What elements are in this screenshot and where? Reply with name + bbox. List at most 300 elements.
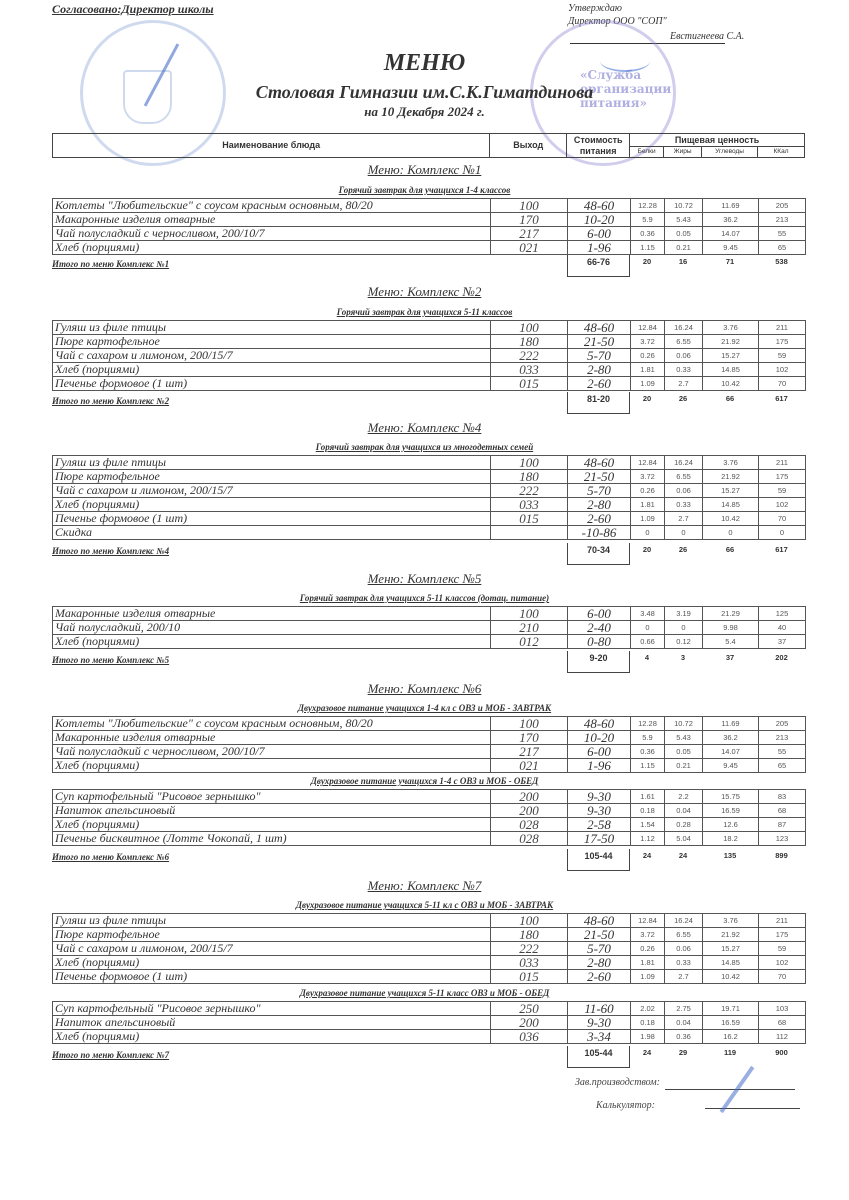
dish-price: 5-70 — [568, 484, 631, 498]
dish-kcal: 125 — [759, 607, 806, 621]
complex-subtitle: Двухразовое питание учащихся 5-11 класс ОВЗ и МОБ - ОБЕД — [299, 988, 550, 998]
dish-name: Пюре картофельное — [53, 335, 491, 349]
dish-name: Макаронные изделия отварные — [53, 731, 491, 745]
dish-protein: 1.81 — [631, 498, 665, 512]
dish-fat: 5.04 — [665, 832, 703, 846]
dish-price: 10-20 — [568, 213, 631, 227]
complex-subtitle: Горячий завтрак для учащихся из многодетных семей — [315, 442, 534, 452]
dish-kcal: 68 — [759, 1016, 806, 1030]
dish-fat: 2.75 — [665, 1002, 703, 1016]
total-carbs: 66 — [725, 394, 735, 403]
dish-name: Гуляш из филе птицы — [53, 321, 491, 335]
dish-fat: 0.04 — [665, 804, 703, 818]
dish-protein: 0.18 — [631, 804, 665, 818]
total-kcal: 899 — [775, 851, 788, 860]
dish-price: 6-00 — [568, 607, 631, 621]
dish-carbs: 14.85 — [703, 363, 759, 377]
total-price: 81-20 — [567, 392, 630, 414]
table-row — [53, 790, 806, 804]
dish-fat: 0 — [665, 526, 703, 540]
dish-kcal: 70 — [759, 512, 806, 526]
dish-carbs: 5.4 — [703, 635, 759, 649]
total-kcal: 538 — [775, 257, 788, 266]
dish-carbs: 14.85 — [703, 498, 759, 512]
dish-carbs: 11.69 — [703, 717, 759, 731]
total-protein: 4 — [644, 653, 650, 662]
table-row — [53, 745, 806, 759]
table-row — [53, 914, 806, 928]
dish-output: 100 — [491, 607, 568, 621]
total-price: 105-44 — [567, 1046, 630, 1068]
dish-protein: 1.15 — [631, 241, 665, 255]
dish-kcal: 211 — [759, 456, 806, 470]
dish-fat: 5.43 — [665, 213, 703, 227]
complex-subtitle: Горячий завтрак для учащихся 5-11 классов — [336, 307, 513, 317]
table-row — [53, 956, 806, 970]
total-price: 66-76 — [567, 255, 630, 277]
dish-fat: 16.24 — [665, 914, 703, 928]
dish-kcal: 175 — [759, 928, 806, 942]
total-label: Итого по меню Комплекс №2 — [52, 396, 170, 406]
dish-protein: 12.84 — [631, 456, 665, 470]
dish-carbs: 21.29 — [703, 607, 759, 621]
dish-carbs: 15.27 — [703, 484, 759, 498]
dish-kcal: 40 — [759, 621, 806, 635]
complex-table — [52, 789, 806, 846]
dish-carbs: 15.27 — [703, 349, 759, 363]
dish-output: 222 — [491, 349, 568, 363]
dish-fat: 0.06 — [665, 484, 703, 498]
dish-kcal: 102 — [759, 956, 806, 970]
dish-kcal: 211 — [759, 321, 806, 335]
dish-name: Печенье формовое (1 шт) — [53, 377, 491, 391]
complex-title: Меню: Комплекс №1 — [367, 162, 482, 177]
dish-price: 2-80 — [568, 956, 631, 970]
dish-carbs: 14.85 — [703, 956, 759, 970]
total-price: 9-20 — [567, 651, 630, 673]
dish-carbs: 3.76 — [703, 456, 759, 470]
dish-output: 100 — [491, 914, 568, 928]
dish-kcal: 87 — [759, 818, 806, 832]
dish-protein: 0 — [631, 621, 665, 635]
dish-kcal: 59 — [759, 942, 806, 956]
dish-price: 3-34 — [568, 1030, 631, 1044]
dish-fat: 0.06 — [665, 942, 703, 956]
approval-school-director: Согласовано:Директор школы — [52, 2, 214, 16]
dish-price: 2-58 — [568, 818, 631, 832]
complex-subtitle: Горячий завтрак для учащихся 1-4 классов — [338, 185, 511, 195]
dish-price: 11-60 — [568, 1002, 631, 1016]
dish-kcal: 102 — [759, 498, 806, 512]
dish-name: Макаронные изделия отварные — [53, 607, 491, 621]
calculator-signature-line — [705, 1108, 800, 1109]
dish-name: Хлеб (порциями) — [53, 1030, 491, 1044]
dish-price: 0-80 — [568, 635, 631, 649]
dish-price: 21-50 — [568, 335, 631, 349]
table-row — [53, 512, 806, 526]
dish-fat: 10.72 — [665, 199, 703, 213]
table-row — [53, 227, 806, 241]
dish-carbs: 15.75 — [703, 790, 759, 804]
table-row — [53, 498, 806, 512]
dish-fat: 10.72 — [665, 717, 703, 731]
complex-table — [52, 198, 806, 255]
dish-carbs: 19.71 — [703, 1002, 759, 1016]
page-title: МЕНЮ — [383, 50, 466, 76]
dish-protein: 1.09 — [631, 970, 665, 984]
dish-carbs: 16.59 — [703, 804, 759, 818]
table-row — [53, 213, 806, 227]
complex-title: Меню: Комплекс №6 — [367, 681, 482, 696]
dish-kcal: 37 — [759, 635, 806, 649]
dish-output: 170 — [491, 731, 568, 745]
column-kcal-header: ККал — [758, 146, 805, 157]
total-protein: 24 — [642, 1048, 652, 1057]
dish-name: Печенье формовое (1 шт) — [53, 512, 491, 526]
complex-table — [52, 455, 806, 540]
dish-price: 2-80 — [568, 363, 631, 377]
total-label: Итого по меню Комплекс №7 — [52, 1050, 170, 1060]
column-fat-header: Жиры — [664, 146, 702, 157]
dish-fat: 6.55 — [665, 928, 703, 942]
dish-name: Котлеты "Любительские" с соусом красным основным, 80/20 — [53, 199, 491, 213]
total-kcal: 617 — [775, 545, 788, 554]
dish-output: 170 — [491, 213, 568, 227]
dish-kcal: 55 — [759, 745, 806, 759]
dish-carbs: 16.59 — [703, 1016, 759, 1030]
dish-price: 48-60 — [568, 914, 631, 928]
dish-carbs: 21.92 — [703, 335, 759, 349]
dish-output: 015 — [491, 512, 568, 526]
dish-price: 9-30 — [568, 1016, 631, 1030]
dish-kcal: 0 — [759, 526, 806, 540]
dish-name: Печенье формовое (1 шт) — [53, 970, 491, 984]
dish-price: 48-60 — [568, 456, 631, 470]
total-fat: 29 — [678, 1048, 688, 1057]
dish-output: 015 — [491, 970, 568, 984]
dish-name: Хлеб (порциями) — [53, 818, 491, 832]
table-row — [53, 484, 806, 498]
dish-output: 015 — [491, 377, 568, 391]
dish-output: 250 — [491, 1002, 568, 1016]
dish-name: Котлеты "Любительские" с соусом красным основным, 80/20 — [53, 717, 491, 731]
total-price: 70-34 — [567, 543, 630, 565]
dish-price: 21-50 — [568, 928, 631, 942]
dish-carbs: 15.27 — [703, 942, 759, 956]
complex-title: Меню: Комплекс №2 — [367, 284, 482, 299]
dish-fat: 2.2 — [665, 790, 703, 804]
dish-protein: 1.12 — [631, 832, 665, 846]
dish-kcal: 70 — [759, 377, 806, 391]
dish-output: 012 — [491, 635, 568, 649]
table-row — [53, 759, 806, 773]
dish-protein: 1.81 — [631, 956, 665, 970]
dish-name: Макаронные изделия отварные — [53, 213, 491, 227]
table-row — [53, 804, 806, 818]
approval-name: Евстигнеева С.А. — [670, 31, 745, 42]
dish-fat: 16.24 — [665, 456, 703, 470]
dish-name: Скидка — [53, 526, 491, 540]
complex-table — [52, 1001, 806, 1044]
table-row — [53, 832, 806, 846]
production-head-label: Зав.производством: — [574, 1077, 660, 1088]
dish-fat: 0.05 — [665, 227, 703, 241]
dish-carbs: 18.2 — [703, 832, 759, 846]
dish-price: 6-00 — [568, 227, 631, 241]
dish-kcal: 103 — [759, 1002, 806, 1016]
dish-fat: 0.06 — [665, 349, 703, 363]
dish-protein: 1.09 — [631, 512, 665, 526]
dish-output: 100 — [491, 321, 568, 335]
dish-price: 17-50 — [568, 832, 631, 846]
dish-price: 1-96 — [568, 759, 631, 773]
total-fat: 24 — [678, 851, 688, 860]
calculator-label: Калькулятор: — [596, 1100, 655, 1111]
total-fat: 26 — [678, 545, 688, 554]
dish-price: 2-40 — [568, 621, 631, 635]
dish-carbs: 3.76 — [703, 321, 759, 335]
dish-carbs: 9.45 — [703, 759, 759, 773]
dish-kcal: 211 — [759, 914, 806, 928]
table-row — [53, 942, 806, 956]
dish-output: 033 — [491, 956, 568, 970]
table-row — [53, 717, 806, 731]
table-row — [53, 928, 806, 942]
total-fat: 16 — [678, 257, 688, 266]
dish-output: 021 — [491, 241, 568, 255]
table-row — [53, 607, 806, 621]
dish-name: Напиток апельсиновый — [53, 1016, 491, 1030]
approval-position: Директор ООО "СОП" — [568, 16, 667, 27]
dish-carbs: 14.07 — [703, 745, 759, 759]
dish-name: Гуляш из филе птицы — [53, 456, 491, 470]
complex-title: Меню: Комплекс №5 — [367, 571, 482, 586]
dish-fat: 0.05 — [665, 745, 703, 759]
dish-output: 033 — [491, 363, 568, 377]
dish-protein: 12.28 — [631, 717, 665, 731]
total-price: 105-44 — [567, 849, 630, 871]
dish-protein: 12.84 — [631, 914, 665, 928]
production-head-signature-line — [665, 1089, 795, 1090]
total-protein: 20 — [642, 545, 652, 554]
dish-protein: 0.36 — [631, 745, 665, 759]
dish-output — [491, 526, 568, 540]
dish-protein: 12.84 — [631, 321, 665, 335]
dish-name: Хлеб (порциями) — [53, 635, 491, 649]
table-row — [53, 377, 806, 391]
dish-kcal: 205 — [759, 199, 806, 213]
table-row — [53, 456, 806, 470]
dish-price: 48-60 — [568, 717, 631, 731]
dish-kcal: 112 — [759, 1030, 806, 1044]
dish-fat: 5.43 — [665, 731, 703, 745]
complex-title: Меню: Комплекс №7 — [367, 878, 482, 893]
dish-output: 200 — [491, 1016, 568, 1030]
table-row — [53, 241, 806, 255]
total-carbs: 71 — [725, 257, 735, 266]
table-row — [53, 731, 806, 745]
total-label: Итого по меню Комплекс №1 — [52, 259, 170, 269]
dish-carbs: 9.45 — [703, 241, 759, 255]
total-fat: 26 — [678, 394, 688, 403]
dish-name: Гуляш из филе птицы — [53, 914, 491, 928]
dish-name: Хлеб (порциями) — [53, 363, 491, 377]
dish-output: 180 — [491, 335, 568, 349]
dish-fat: 2.7 — [665, 970, 703, 984]
dish-carbs: 0 — [703, 526, 759, 540]
dish-protein: 3.48 — [631, 607, 665, 621]
column-output-header: Выход — [490, 134, 567, 158]
dish-protein: 5.9 — [631, 731, 665, 745]
dish-protein: 12.28 — [631, 199, 665, 213]
dish-carbs: 3.76 — [703, 914, 759, 928]
table-row — [53, 818, 806, 832]
dish-price: 2-80 — [568, 498, 631, 512]
dish-kcal: 123 — [759, 832, 806, 846]
table-row — [53, 1016, 806, 1030]
dish-protein: 0.36 — [631, 227, 665, 241]
dish-protein: 0.26 — [631, 942, 665, 956]
dish-fat: 0.21 — [665, 241, 703, 255]
dish-protein: 0 — [631, 526, 665, 540]
dish-kcal: 213 — [759, 213, 806, 227]
table-row — [53, 349, 806, 363]
dish-carbs: 14.07 — [703, 227, 759, 241]
dish-protein: 1.81 — [631, 363, 665, 377]
dish-fat: 0.33 — [665, 956, 703, 970]
complex-table — [52, 913, 806, 984]
total-label: Итого по меню Комплекс №6 — [52, 852, 170, 862]
dish-name: Хлеб (порциями) — [53, 498, 491, 512]
dish-carbs: 36.2 — [703, 731, 759, 745]
total-carbs: 135 — [723, 851, 737, 860]
table-row — [53, 635, 806, 649]
dish-protein: 2.02 — [631, 1002, 665, 1016]
table-row — [53, 621, 806, 635]
complex-table — [52, 606, 806, 649]
complex-table — [52, 320, 806, 391]
dish-name: Чай с сахаром и лимоном, 200/15/7 — [53, 349, 491, 363]
total-kcal: 202 — [775, 653, 788, 662]
dish-output: 033 — [491, 498, 568, 512]
dish-output: 100 — [491, 199, 568, 213]
table-row — [53, 335, 806, 349]
dish-output: 217 — [491, 745, 568, 759]
dish-protein: 1.09 — [631, 377, 665, 391]
dish-carbs: 10.42 — [703, 512, 759, 526]
column-price-header-2: питания — [567, 146, 630, 157]
dish-fat: 3.19 — [665, 607, 703, 621]
dish-output: 210 — [491, 621, 568, 635]
dish-name: Пюре картофельное — [53, 928, 491, 942]
dish-kcal: 175 — [759, 470, 806, 484]
dish-output: 028 — [491, 818, 568, 832]
dish-output: 222 — [491, 942, 568, 956]
dish-output: 021 — [491, 759, 568, 773]
dish-protein: 0.26 — [631, 484, 665, 498]
dish-kcal: 102 — [759, 363, 806, 377]
complex-subtitle: Двухразовое питание учащихся 5-11 кл с ОВЗ и МОБ - ЗАВТРАК — [295, 900, 554, 910]
dish-name: Печенье бисквитное (Лотте Чокопай, 1 шт) — [53, 832, 491, 846]
dish-output: 180 — [491, 470, 568, 484]
dish-kcal: 59 — [759, 349, 806, 363]
table-row — [53, 321, 806, 335]
dish-protein: 1.15 — [631, 759, 665, 773]
dish-name: Чай полусладкий с черносливом, 200/10/7 — [53, 745, 491, 759]
dish-price: 2-60 — [568, 377, 631, 391]
dish-kcal: 68 — [759, 804, 806, 818]
dish-protein: 1.54 — [631, 818, 665, 832]
menu-date: на 10 Декабря 2024 г. — [364, 104, 485, 119]
dish-kcal: 83 — [759, 790, 806, 804]
total-carbs: 66 — [725, 545, 735, 554]
column-name-header: Наименование блюда — [53, 134, 490, 158]
dish-carbs: 21.92 — [703, 470, 759, 484]
dish-name: Суп картофельный "Рисовое зернышко" — [53, 1002, 491, 1016]
dish-name: Хлеб (порциями) — [53, 956, 491, 970]
dish-protein: 1.98 — [631, 1030, 665, 1044]
dish-kcal: 65 — [759, 241, 806, 255]
dish-fat: 0.21 — [665, 759, 703, 773]
dish-carbs: 10.42 — [703, 970, 759, 984]
column-nutrition-header: Пищевая ценность — [630, 134, 805, 147]
company-stamp-text: «Служба организации питания» — [580, 68, 672, 110]
dish-name: Чай полусладкий, 200/10 — [53, 621, 491, 635]
dish-carbs: 9.98 — [703, 621, 759, 635]
dish-carbs: 10.42 — [703, 377, 759, 391]
total-kcal: 617 — [775, 394, 788, 403]
dish-output: 100 — [491, 717, 568, 731]
dish-kcal: 175 — [759, 335, 806, 349]
dish-price: 1-96 — [568, 241, 631, 255]
dish-carbs: 12.6 — [703, 818, 759, 832]
dish-price: 2-60 — [568, 970, 631, 984]
table-row — [53, 199, 806, 213]
dish-carbs: 21.92 — [703, 928, 759, 942]
dish-fat: 0.33 — [665, 498, 703, 512]
complex-subtitle: Двухразовое питание учащихся 1-4 с ОВЗ и МОБ - ОБЕД — [310, 776, 539, 786]
dish-protein: 1.61 — [631, 790, 665, 804]
total-label: Итого по меню Комплекс №4 — [52, 546, 170, 556]
dish-protein: 0.66 — [631, 635, 665, 649]
dish-carbs: 16.2 — [703, 1030, 759, 1044]
total-carbs: 119 — [723, 1048, 737, 1057]
dish-output: 036 — [491, 1030, 568, 1044]
dish-price: 5-70 — [568, 349, 631, 363]
dish-price: 48-60 — [568, 199, 631, 213]
dish-price: 10-20 — [568, 731, 631, 745]
total-protein: 20 — [642, 394, 652, 403]
dish-price: 48-60 — [568, 321, 631, 335]
dish-protein: 5.9 — [631, 213, 665, 227]
total-kcal: 900 — [775, 1048, 788, 1057]
dish-price: 5-70 — [568, 942, 631, 956]
dish-fat: 0.28 — [665, 818, 703, 832]
dish-price: -10-86 — [568, 526, 631, 540]
table-row — [53, 1030, 806, 1044]
dish-fat: 16.24 — [665, 321, 703, 335]
dish-protein: 3.72 — [631, 470, 665, 484]
dish-name: Суп картофельный "Рисовое зернышко" — [53, 790, 491, 804]
table-row — [53, 970, 806, 984]
dish-price: 21-50 — [568, 470, 631, 484]
dish-carbs: 36.2 — [703, 213, 759, 227]
table-row — [53, 363, 806, 377]
dish-price: 9-30 — [568, 790, 631, 804]
total-carbs: 37 — [725, 653, 735, 662]
dish-output: 200 — [491, 804, 568, 818]
total-label: Итого по меню Комплекс №5 — [52, 655, 170, 665]
